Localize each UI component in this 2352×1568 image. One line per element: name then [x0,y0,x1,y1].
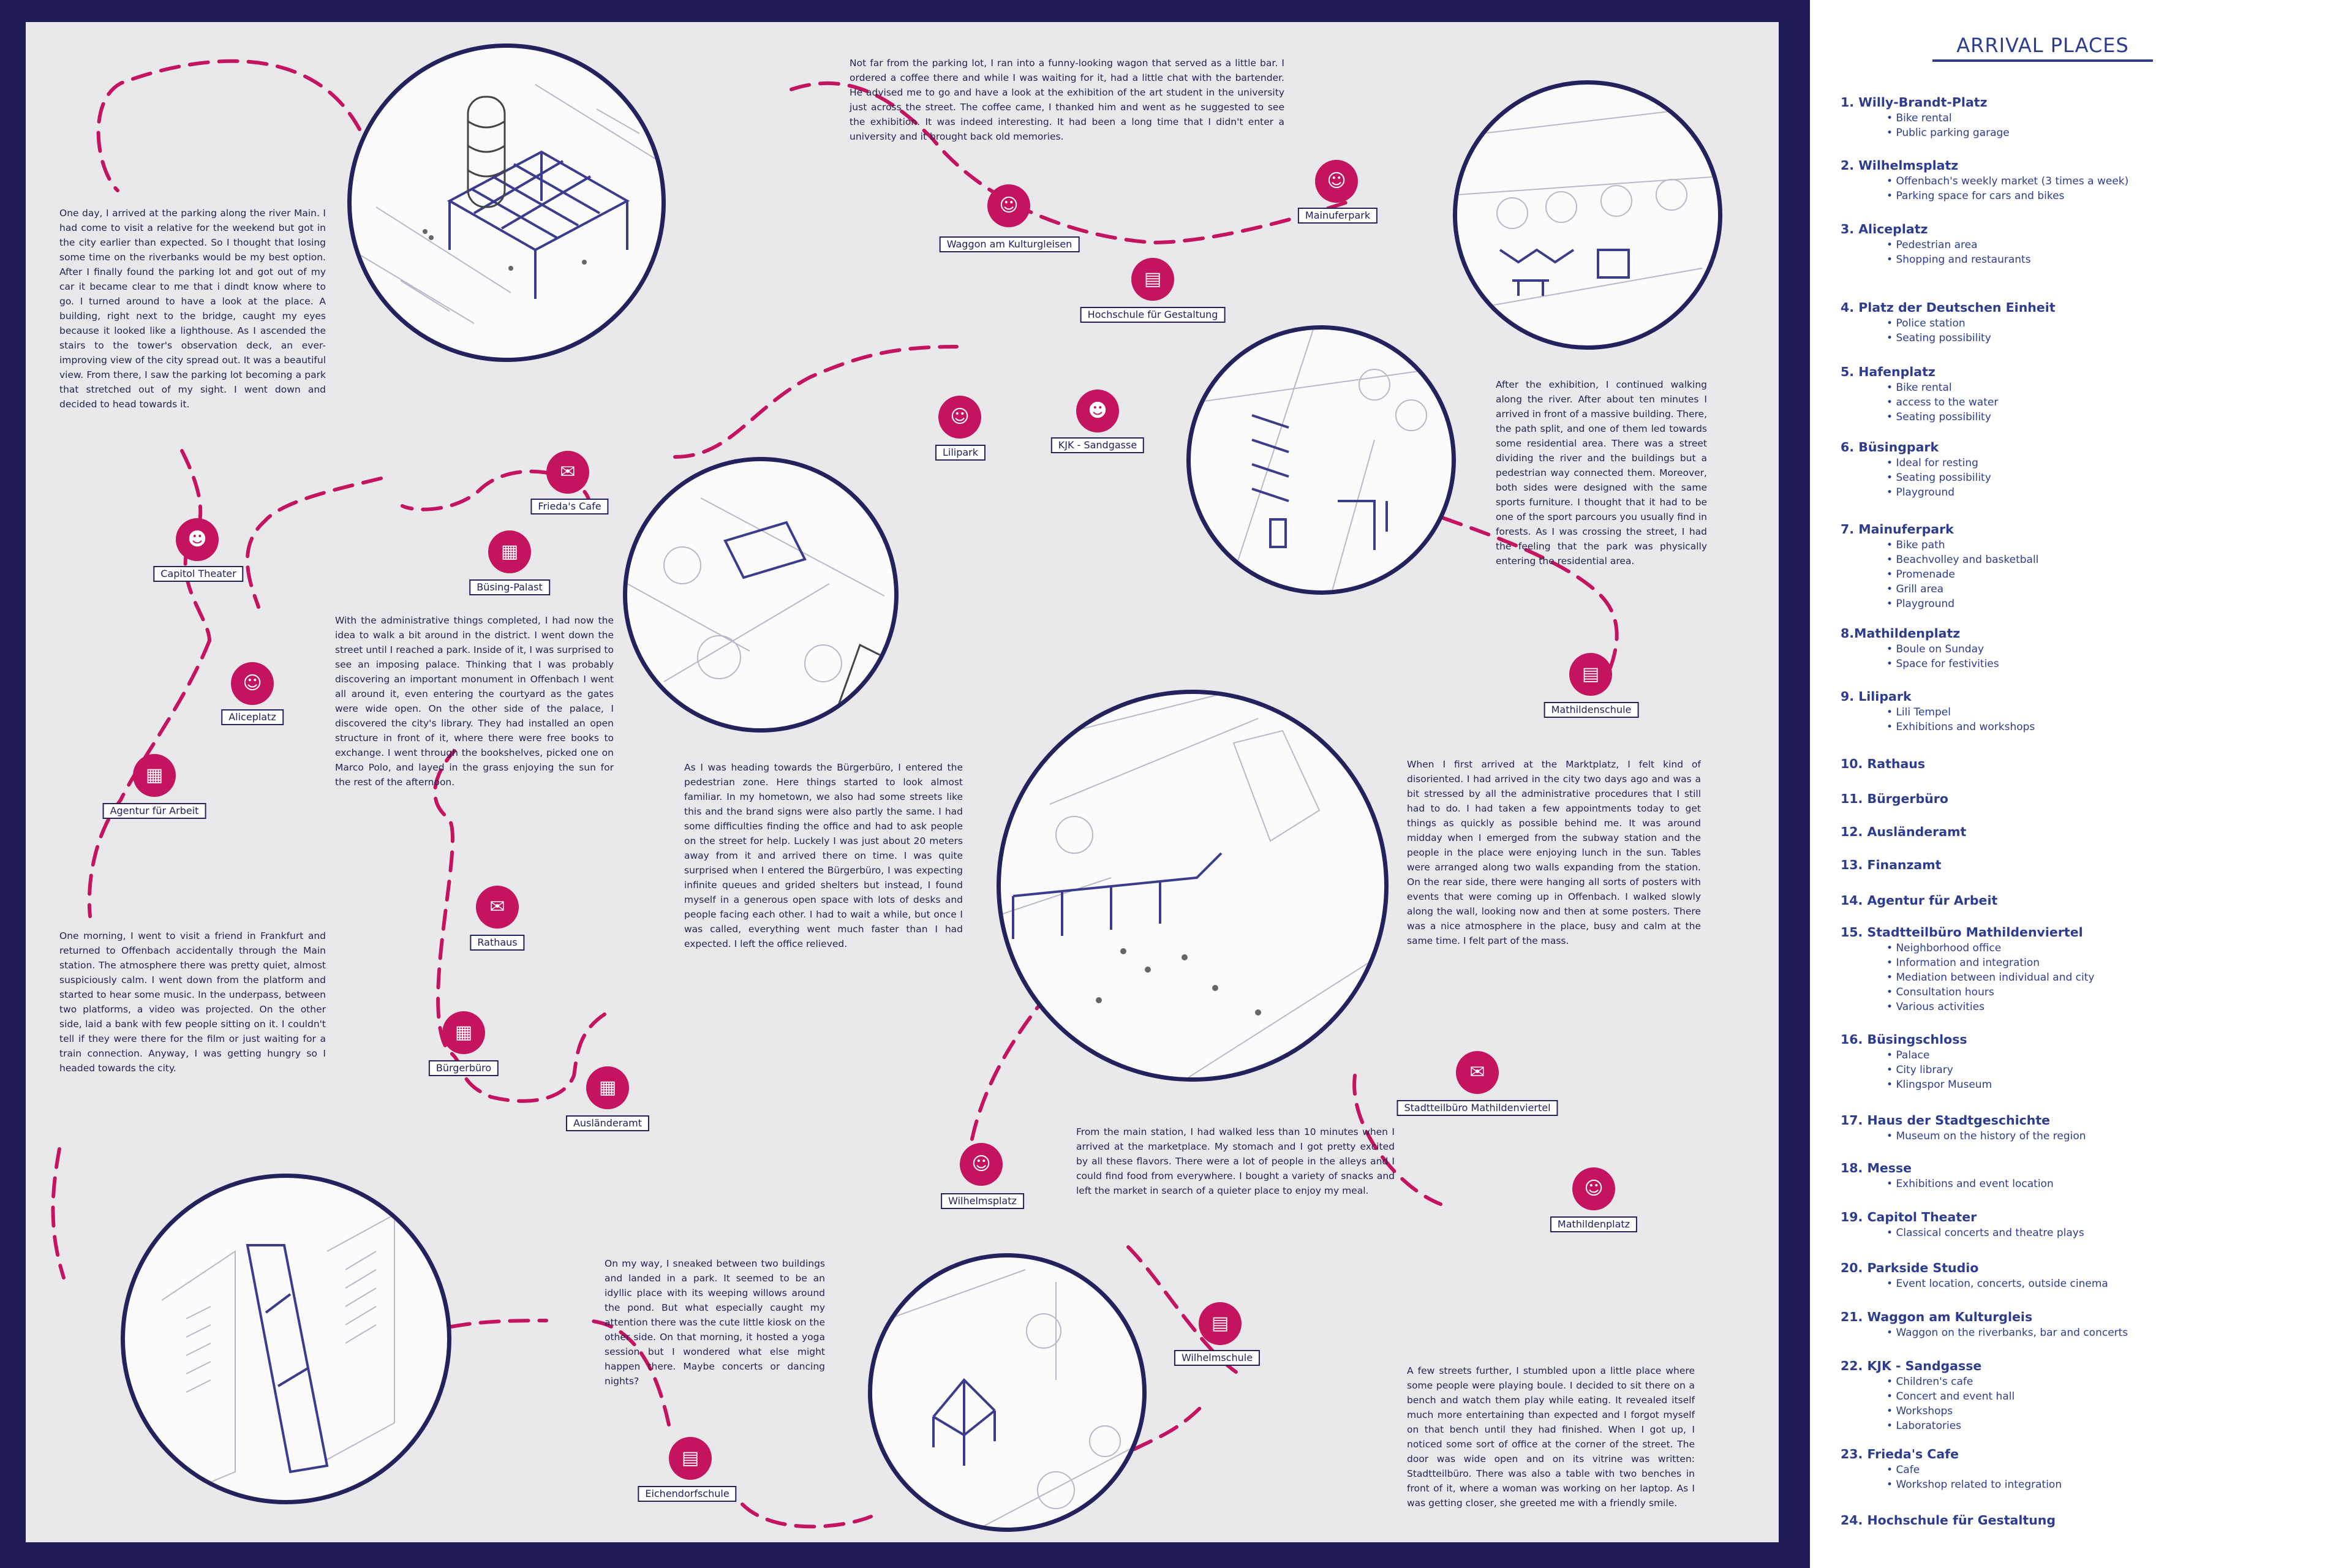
legend-place-title: 15. Stadtteilbüro Mathildenviertel [1841,925,2083,940]
story-waggon: Not far from the parking lot, I ran into a funny-looking wagon that served as a little bar. I ordered a coffee there and while I was waiting for it, had a little chat with the bartender. He advised me to go and have a look at the exhibition of the art student in the university just across the street. The coffee came, I thanked him and went as he suggested to see the exhibition. It was indeed interesting. It had been a long time that I didn't enter a university and it brought back old memories. [850,58,1284,142]
riverbank-drawing [1457,85,1721,348]
legend-place-feature: • Waggon on the riverbanks, bar and concerts [1887,1327,2128,1339]
legend-place-feature: • Pedestrian area [1887,239,1978,251]
place-label-eichendorfschule[interactable]: Eichendorfschule [638,1486,736,1502]
tower-drawing [352,48,664,360]
legend-place-title: 18. Messe [1841,1161,1912,1175]
vignette-main-station [121,1174,451,1504]
legend-place-feature: • Exhibitions and workshops [1887,721,2035,733]
legend-place-title: 20. Parkside Studio [1841,1261,1979,1275]
place-label-friedas-cafe[interactable]: Frieda's Cafe [530,499,608,514]
story-wilhelmsplatz: From the main station, I had walked less than 10 minutes when I arrived at the marketplace. My stomach and I got pretty excited by all these flavors. There were a lot of people in the alleys and I could find food from everywhere. I bought a variety of snacks and left the market in search of a quieter place to enjoy my meal. [1076,1126,1395,1196]
legend-place-feature: • Consultation hours [1887,986,1994,998]
legend-place-feature: • Seating possibility [1887,411,1991,423]
place-label-kjk[interactable]: KJK - Sandgasse [1051,437,1144,453]
legend-place-title: 8.Mathildenplatz [1841,626,1961,641]
legend-place-feature: • Children's cafe [1887,1376,1973,1388]
route-segment [742,1504,871,1526]
place-label-lilipark[interactable]: Lilipark [935,445,986,461]
book-icon[interactable]: ▤ [1569,653,1612,696]
people-icon[interactable]: ☺ [231,662,274,705]
people-icon[interactable]: ☺ [1315,160,1358,203]
story-park: On my way, I sneaked between two buildings and landed in a park. It seemed to be an idyllic place with its weeping willows around the pond. But what especially caught my attention there was the cute little kiosk on the other side. On that morning, it hosted a yoga session but I wondered what else might happen there. Maybe concerts or dancing nights? [605,1258,825,1387]
legend-place-title: 17. Haus der Stadtgeschichte [1841,1113,2051,1128]
place-label-mainuferpark[interactable]: Mainuferpark [1298,208,1378,224]
place-label-aliceplatz[interactable]: Aliceplatz [221,709,284,725]
place-label-buergerbuero[interactable]: Bürgerbüro [429,1060,499,1076]
route-segment [247,478,381,607]
grid-icon[interactable]: ▦ [488,530,531,573]
story-main-station: One morning, I went to visit a friend in Frankfurt and returned to Offenbach accidentally through the Main station. The atmosphere there was pretty quiet, almost suspiciously calm. I went down from the platform and started to hear some music. In the underpass, between two platforms, a video was projected. On the other side, laid a bank with few people sitting on it. I couldn't tell if they were there for the film or just waiting for a train connection. Anyway, I was getting hungry so I headed towards the city. [59,930,326,1074]
legend-place-feature: • Public parking garage [1887,127,2010,139]
people-icon[interactable]: ☺ [938,396,981,439]
legend-place-feature: • Offenbach's weekly market (3 times a week) [1887,175,2128,187]
story-marktplatz: When I first arrived at the Marktplatz, I felt kind of disoriented. I had arrived in the city two days ago and was a bit stressed by all the administrative procedures that I still had to do. I had taken a few appointments today to get things as quickly as possible behind me. It was around midday when I emerged from the subway station and the people in the place were enjoying lunch in the sun. Tables were arranged along two walls expanding from the station. On the rear side, there were hanging all sorts of posters with events that were coming up in Offenbach. I walked slowly along the wall, looking now and then at some posters. There was a nice atmosphere in the place, busy and calm at the same time. I felt part of the mass. [1407,759,1701,946]
people-icon[interactable]: ☺ [987,184,1030,227]
legend-place-feature: • Promenade [1887,568,1955,581]
place-label-waggon[interactable]: Waggon am Kulturgleisen [940,236,1080,252]
story-mainuferpark: After the exhibition, I continued walking along the river. After about ten minutes I arrived in front of a massive building. There, the path split, and one of them led towards some residential area. There was a street dividing the river and the buildings but a pedestrian way connected them. Moreover, both sides were designed with the same sports furniture. I thought that it had to be one of the sport parcours you usually find in forests. As I was crossing the street, I had the feeling that the park was physically entering the residential area. [1496,379,1707,567]
people-icon[interactable]: ☺ [1572,1167,1615,1210]
kiosk-drawing [872,1257,1145,1530]
grid-icon[interactable]: ▦ [586,1066,629,1109]
place-label-stadtteilbuero[interactable]: Stadtteilbüro Mathildenviertel [1396,1100,1558,1116]
legend-place-feature: • Lili Tempel [1887,706,1951,718]
legend-place-feature: • Museum on the history of the region [1887,1130,2086,1142]
legend-place-feature: • Shopping and restaurants [1887,254,2031,266]
legend-place-feature: • Laboratories [1887,1420,1961,1432]
speech-icon[interactable]: ✉ [546,451,589,494]
legend-place-feature: • Playground [1887,598,1954,610]
masks-icon[interactable]: ☻ [176,518,219,561]
legend-place-title: 21. Waggon am Kulturgleis [1841,1310,2033,1324]
legend-place-feature: • Bike rental [1887,112,1952,124]
legend-place-title: 7. Mainuferpark [1841,522,1954,537]
legend-place-feature: • Exhibitions and event location [1887,1178,2054,1190]
vignette-lilipark-kiosk [868,1253,1147,1532]
legend-place-feature: • Palace [1887,1049,1929,1061]
route-segment [53,1149,64,1278]
story-mathildenplatz: A few streets further, I stumbled upon a little place where some people were playing boule. I decided to sit there on a bench and watch them play while eating. It revealed itself much more entertaining than expected and I forgot myself on that bench until they had finished. When I got up, I noticed some sort of office at the corner of the street. The door was wide open and on its vitrine was written: Stadtteilbüro. There was also a table with two benches in front of it, where a woman was working on her laptop. As I was getting closer, she greeted me with a friendly smile. [1407,1365,1695,1509]
legend-place-feature: • Parking space for cars and bikes [1887,190,2064,202]
story-buergerbuero: As I was heading towards the Bürgerbüro, I entered the pedestrian zone. Here things started to look almost familiar. In my hometown, we also had some streets like this and the brand signs were also partly the same. I had some difficulties finding the office and had to ask people on the street for help. Luckely I was just about 20 meters away from it and arrived there on time. I was quite surprised when I entered the Bürgerbüro, I was expecting infinite queues and grided shelters but instead, I found myself in a generous open space with lots of desks and people facing each other. I had to wait a while, but once I was called, everything went much faster than I had expected. I left the office relieved. [684,762,963,949]
legend-place-feature: • Classical concerts and theatre plays [1887,1227,2084,1239]
grid-icon[interactable]: ▦ [133,754,176,797]
story-parking: One day, I arrived at the parking along the river Main. I had come to visit a relative for the weekend but got in the city earlier than expected. So I thought that losing some time on the riverbanks would be my best option. After I finally found the parking lot and got out of my car it became clear to me that i dindt know where to go. I turned around to have a look at the place. A building, right next to the bridge, caught my eyes because it looked like a lighthouse. As I ascended the stairs to the tower's observation deck, an ever-improving view of the city spread out. It was a beautiful view. From there, I saw the parking lot becoming a park that stretched out of my sight. I went down and decided to head towards it. [59,208,326,410]
people-icon[interactable]: ☺ [960,1143,1003,1186]
legend-place-title: 23. Frieda's Cafe [1841,1447,1959,1461]
place-label-hochschule[interactable]: Hochschule für Gestaltung [1080,307,1226,323]
legend-place-feature: • Workshops [1887,1405,1953,1417]
place-label-agentur[interactable]: Agentur für Arbeit [103,803,206,819]
legend-place-title: 9. Lilipark [1841,689,1912,704]
book-icon[interactable]: ▤ [1199,1302,1242,1345]
legend-panel [1810,0,2352,1568]
grid-icon[interactable]: ▦ [442,1011,485,1054]
place-label-mathildenplatz[interactable]: Mathildenplatz [1550,1216,1637,1232]
legend-place-feature: • Cafe [1887,1464,1920,1476]
vignette-riverbank [1453,80,1722,350]
legend-place-feature: • Bike path [1887,539,1945,551]
legend-place-title: 11. Bürgerbüro [1841,791,1948,806]
legend-place-title: 2. Wilhelmsplatz [1841,158,1959,173]
legend-place-feature: • Playground [1887,486,1954,499]
place-label-wilhelmsplatz[interactable]: Wilhelmsplatz [941,1193,1024,1209]
station-drawing [125,1178,450,1502]
place-label-auslaenderamt[interactable]: Ausländeramt [566,1115,649,1131]
legend-place-title: 12. Ausländeramt [1841,824,1967,839]
legend-place-feature: • access to the water [1887,396,1998,409]
legend-place-feature: • Bike rental [1887,382,1952,394]
legend-place-title: 13. Finanzamt [1841,858,1942,872]
legend-place-feature: • Information and integration [1887,957,2040,969]
legend-place-feature: • Beachvolley and basketball [1887,554,2038,566]
legend-place-title: 10. Rathaus [1841,756,1926,771]
legend-place-feature: • Mediation between individual and city [1887,971,2094,984]
speech-icon[interactable]: ✉ [476,886,519,929]
place-label-wilhelmschule[interactable]: Wilhelmschule [1174,1350,1260,1366]
legend-place-title: 22. KJK - Sandgasse [1841,1359,1982,1373]
vignette-lighthouse-tower [347,43,666,362]
speech-icon[interactable]: ✉ [1456,1051,1499,1094]
map-canvas [26,22,1779,1542]
book-icon[interactable]: ▤ [669,1437,712,1480]
legend-place-title: 24. Hochschule für Gestaltung [1841,1513,2056,1528]
legend-place-feature: • Neighborhood office [1887,942,2001,954]
vignette-buesing-palace [623,457,899,733]
legend-place-title: 16. Büsingschloss [1841,1032,1967,1047]
masks-icon[interactable]: ☻ [1076,390,1119,432]
vignette-mainuferpark-sport [1186,325,1456,595]
legend-place-feature: • Grill area [1887,583,1943,595]
legend-place-title: 1. Willy-Brandt-Platz [1841,95,1988,110]
place-label-rathaus[interactable]: Rathaus [470,935,524,951]
legend-place-title: 19. Capitol Theater [1841,1210,1977,1224]
legend-place-title: 14. Agentur für Arbeit [1841,893,1998,908]
legend-place-feature: • Ideal for resting [1887,457,1978,469]
place-label-mathildenschule[interactable]: Mathildenschule [1544,702,1639,718]
palace-drawing [627,461,897,731]
route-segment [99,61,360,190]
place-label-buesing-palast[interactable]: Büsing-Palast [469,579,550,595]
legend-place-title: 4. Platz der Deutschen Einheit [1841,300,2056,315]
marktplatz-drawing [1001,694,1387,1080]
legend-place-feature: • Workshop related to integration [1887,1479,2062,1491]
route-segment [451,1321,546,1327]
sport-drawing [1191,330,1454,593]
legend-place-feature: • Space for festivities [1887,658,1999,670]
legend-place-feature: • Boule on Sunday [1887,643,1984,655]
vignette-marktplatz [997,690,1389,1082]
legend-place-feature: • Seating possibility [1887,332,1991,344]
route-segment [675,347,957,457]
legend-place-feature: • Event location, concerts, outside cinema [1887,1278,2108,1290]
legend-place-feature: • City library [1887,1064,1953,1076]
legend-title: ARRIVAL PLACES [1932,34,2153,62]
place-label-capitol-theater[interactable]: Capitol Theater [153,566,243,582]
legend-place-feature: • Various activities [1887,1001,1985,1013]
story-buesing: With the administrative things completed, I had now the idea to walk a bit around in the district. I went down the street until I reached a park. Inside of it, I was surprised to see an imposing palace. Thinking that I was probably discovering an important monument in Offenbach I went all around it, even entering the courtyard as the gates were wide open. On the other side of the palace, I discovered the city's library. They had installed an open structure in front of it, where there were free books to exchange. I went through the bookshelves, picked one on Marco Polo, and layed in the grass enjoying the sun for the rest of the afternoon. [335,615,614,788]
legend-place-title: 3. Aliceplatz [1841,222,1928,236]
legend-place-title: 5. Hafenplatz [1841,364,1936,379]
legend-place-feature: • Concert and event hall [1887,1390,2015,1403]
legend-place-feature: • Seating possibility [1887,472,1991,484]
legend-place-feature: • Police station [1887,317,1966,330]
book-icon[interactable]: ▤ [1131,258,1174,301]
legend-place-feature: • Klingspor Museum [1887,1079,1992,1091]
legend-place-title: 6. Büsingpark [1841,440,1939,454]
